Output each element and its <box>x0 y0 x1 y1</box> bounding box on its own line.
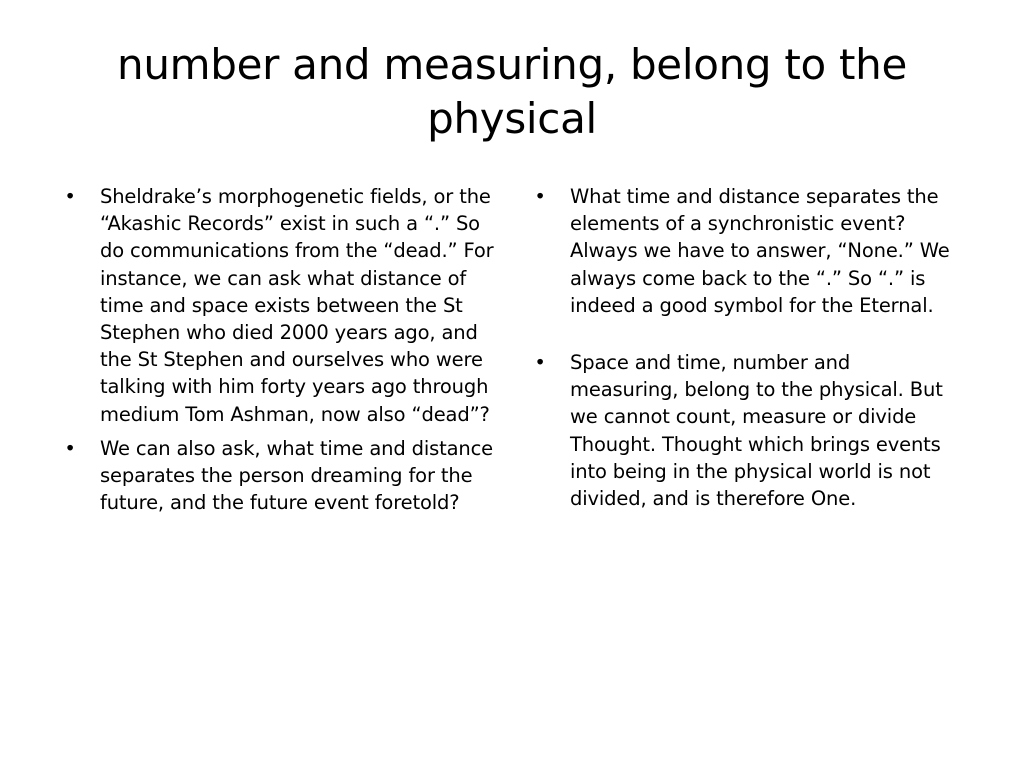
list-item <box>60 435 500 517</box>
list-item <box>530 183 960 319</box>
bullet-icon: • <box>64 436 76 460</box>
bullet-text: Space and time, number and measuring, belong to the physical. But we cannot count, measure or divide Thought. Thought which brings events into being in the physical world is not divided, and is therefore One. <box>570 351 943 511</box>
bullet-icon: • <box>64 185 76 208</box>
bullet-icon: • <box>534 185 546 208</box>
left-bullet-list <box>60 183 500 516</box>
slide-title: number and measuring, belong to the physical <box>117 40 907 143</box>
right-bullet-list <box>530 183 960 512</box>
list-item <box>530 349 960 512</box>
bullet-text: We can also ask, what time and distance separates the person dreaming for the future, and the future event foretold? <box>100 436 494 515</box>
list-item <box>60 183 500 428</box>
bullet-icon: • <box>534 351 546 375</box>
bullet-text: What time and distance separates the elements of a synchronistic event? Always we have to answer, “None.” We always come back to the “.” So “.” is indeed a good symbol for the Eternal. <box>570 185 950 317</box>
bullet-text: Sheldrake’s morphogenetic fields, or the “Akashic Records” exist in such a “.” So do communications from the “dead.” For instance, we can ask what distance of time and space exists between the St Stephen who died 2000 years ago, and the St Stephen and ourselves who were talking with him forty years ago through medium Tom Ashman, now also “dead”? <box>100 185 494 426</box>
